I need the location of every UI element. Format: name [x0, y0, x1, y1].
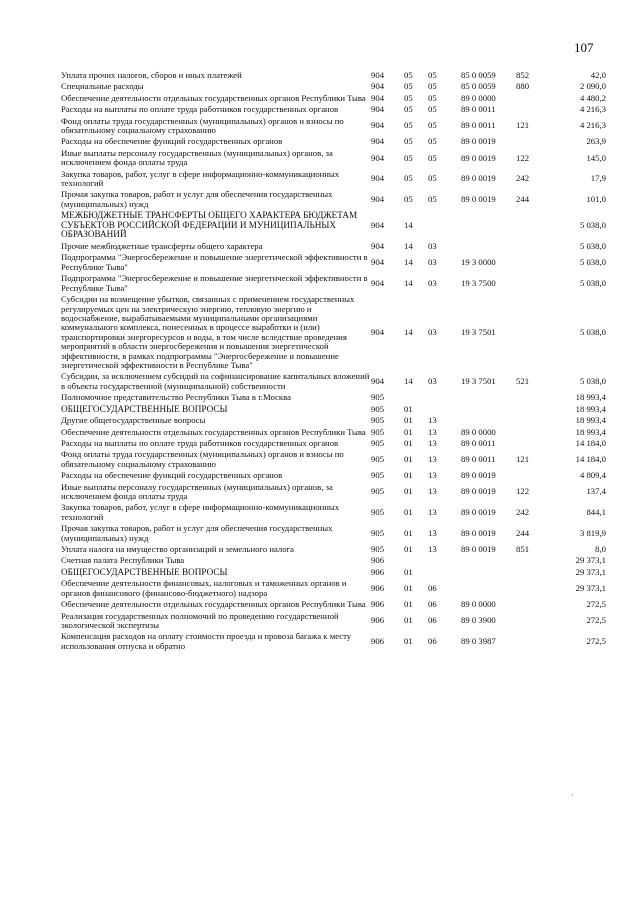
- table-row: [61, 273, 606, 294]
- table-row: [61, 136, 606, 147]
- row-subsection-code: 03: [428, 277, 437, 288]
- row-section-code: 14: [404, 257, 413, 268]
- budget-table: [61, 70, 606, 652]
- row-target-article: 85 0 0059: [461, 81, 496, 92]
- page-number: 107: [574, 40, 594, 55]
- row-name: Фонд оплаты труда государственных (муниципальных) органов и взносы по обязательному социальному страхованию: [61, 449, 344, 469]
- row-name: Иные выплаты персоналу государственных (муниципальных) органов, за исключением фонда оплаты труда: [61, 147, 333, 168]
- row-target-article: 89 0 0019: [461, 544, 496, 555]
- row-name: Прочие межбюджетные трансферты общего характера: [61, 241, 263, 252]
- row-grbs-code: 905: [371, 403, 385, 414]
- table-row: [61, 404, 606, 416]
- row-grbs-code: 905: [371, 486, 385, 497]
- row-name: Уплата налога на имущество организаций и земельного налога: [61, 544, 295, 555]
- row-name: Расходы на обеспечение функций государственных органов: [61, 136, 283, 147]
- table-row: [61, 427, 606, 438]
- row-grbs-code: 904: [371, 81, 385, 92]
- row-name: ОБЩЕГОСУДАРСТВЕННЫЕ ВОПРОСЫ: [61, 403, 228, 414]
- row-amount: 29 373,1: [575, 566, 606, 577]
- row-grbs-code: 904: [371, 70, 385, 80]
- table-row: [61, 210, 606, 241]
- row-expense-type: [516, 599, 544, 610]
- table-row: [61, 555, 606, 566]
- row-grbs-code: 905: [371, 454, 385, 465]
- row-section-code: 01: [404, 599, 413, 610]
- row-grbs-code: 906: [371, 555, 385, 566]
- row-amount: 18 993,4: [575, 392, 606, 403]
- row-target-article: 89 0 0019: [461, 486, 496, 497]
- table-row: [61, 93, 606, 104]
- row-name: Прочая закупка товаров, работ и услуг для обеспечения государственных (муниципальных) нужд: [61, 523, 333, 543]
- row-expense-type: [516, 631, 544, 652]
- margin-mark: ˙: [571, 793, 574, 803]
- table-row: [61, 148, 606, 169]
- row-amount: 14 184,0: [575, 454, 606, 465]
- row-section-code: 01: [404, 470, 413, 481]
- row-grbs-code: 904: [371, 257, 385, 268]
- table-row: [61, 449, 606, 470]
- table-row: [61, 523, 606, 544]
- row-subsection-code: 05: [428, 136, 437, 147]
- row-name: Расходы на выплаты по оплате труда работников государственных органов: [61, 437, 339, 448]
- row-target-article: [461, 404, 516, 416]
- row-grbs-code: 905: [371, 437, 385, 448]
- row-expense-type: 242: [516, 507, 530, 518]
- row-name: Фонд оплаты труда государственных (муниципальных) органов и взносы по обязательному социальному страхованию: [61, 115, 344, 136]
- row-section-code: 01: [404, 426, 413, 437]
- row-target-article: [461, 210, 516, 241]
- row-name: Субсидии, за исключением субсидий на софинансирование капитальных вложений в объекты государственной (муниципальной) собственности: [61, 371, 370, 391]
- row-subsection-code: [428, 210, 461, 241]
- row-expense-type: [516, 567, 544, 579]
- row-amount: 101,0: [586, 194, 606, 205]
- row-subsection-code: 03: [428, 257, 437, 268]
- row-section-code: 01: [404, 583, 413, 594]
- row-expense-type: 121: [516, 120, 530, 131]
- row-expense-type: [516, 252, 544, 273]
- row-subsection-code: 05: [428, 104, 437, 115]
- row-expense-type: [516, 273, 544, 294]
- row-expense-type: 121: [516, 454, 530, 465]
- row-section-code: 05: [404, 152, 413, 163]
- row-subsection-code: 13: [428, 486, 437, 497]
- row-amount: 5 038,0: [579, 241, 606, 252]
- row-amount: 272,5: [586, 636, 606, 647]
- row-name: Подпрограмма "Энергосбережение и повышение энергетической эффективности в Республике Тыва": [61, 252, 368, 272]
- row-amount: 263,9: [586, 136, 606, 147]
- row-expense-type: 244: [516, 527, 530, 538]
- row-section-code: 01: [404, 636, 413, 647]
- row-section-code: 14: [404, 376, 413, 387]
- row-subsection-code: 03: [428, 376, 437, 387]
- row-target-article: [461, 241, 516, 252]
- row-amount: 5 038,0: [579, 376, 606, 387]
- row-expense-type: [516, 136, 544, 147]
- row-amount: 5 038,0: [579, 257, 606, 268]
- row-expense-type: [516, 294, 544, 371]
- row-amount: 145,0: [586, 152, 606, 163]
- row-name: Закупка товаров, работ, услуг в сфере информационно-коммуникационных технологий: [61, 168, 340, 189]
- row-subsection-code: 03: [428, 241, 437, 252]
- row-section-code: 14: [404, 219, 413, 230]
- row-grbs-code: 904: [371, 219, 385, 230]
- row-name: Реализация государственных полномочий по проведению государственной экологической экспертизы: [61, 610, 339, 631]
- row-target-article: 89 0 0019: [461, 470, 496, 481]
- row-target-article: 89 0 0019: [461, 194, 496, 205]
- row-subsection-code: 13: [428, 454, 437, 465]
- row-subsection-code: 03: [428, 327, 437, 338]
- row-amount: 272,5: [586, 615, 606, 626]
- row-grbs-code: 905: [371, 544, 385, 555]
- row-subsection-code: 13: [428, 507, 437, 518]
- table-row: [61, 567, 606, 579]
- row-grbs-code: 905: [371, 470, 385, 481]
- row-grbs-code: 906: [371, 599, 385, 610]
- row-section-code: 14: [404, 277, 413, 288]
- table-row: [61, 631, 606, 652]
- row-amount: 18 993,4: [575, 403, 606, 414]
- row-expense-type: [516, 415, 544, 426]
- row-subsection-code: 06: [428, 583, 437, 594]
- row-section-code: 01: [404, 415, 413, 426]
- row-name: Подпрограмма "Энергосбережение и повышение энергетической эффективности в Республике Тыва": [61, 273, 368, 293]
- row-expense-type: 122: [516, 152, 530, 163]
- row-section-code: 01: [404, 437, 413, 448]
- table-row: [61, 116, 606, 137]
- table-row: [61, 294, 606, 371]
- table-row: [61, 189, 606, 210]
- row-target-article: 89 0 0019: [461, 507, 496, 518]
- table-row: [61, 415, 606, 426]
- row-expense-type: 521: [516, 376, 530, 387]
- row-name: Уплата прочих налогов, сборов и иных платежей: [61, 70, 242, 80]
- row-grbs-code: 904: [371, 152, 385, 163]
- row-target-article: 85 0 0059: [461, 70, 496, 80]
- row-name: Прочая закупка товаров, работ и услуг для обеспечения государственных (муниципальных) нужд: [61, 189, 333, 209]
- row-amount: 272,5: [586, 599, 606, 610]
- row-expense-type: [516, 104, 544, 115]
- row-grbs-code: 904: [371, 194, 385, 205]
- row-subsection-code: 13: [428, 527, 437, 538]
- row-section-code: 01: [404, 615, 413, 626]
- row-name: Расходы на обеспечение функций государственных органов: [61, 470, 283, 481]
- row-section-code: 05: [404, 120, 413, 131]
- row-expense-type: [516, 392, 544, 403]
- row-target-article: 89 0 3987: [461, 636, 496, 647]
- row-amount: 5 038,0: [579, 327, 606, 338]
- row-grbs-code: 905: [371, 415, 385, 426]
- row-section-code: 01: [404, 544, 413, 555]
- row-section-code: 05: [404, 81, 413, 92]
- row-name: Специальные расходы: [61, 81, 144, 92]
- row-amount: 4 809,4: [579, 470, 606, 481]
- row-target-article: 89 0 0019: [461, 173, 496, 184]
- table-row: [61, 599, 606, 610]
- row-amount: 17,9: [590, 173, 606, 184]
- row-amount: 4 480,2: [579, 92, 606, 103]
- row-grbs-code: 906: [371, 615, 385, 626]
- row-name: Расходы на выплаты по оплате труда работников государственных органов: [61, 104, 339, 115]
- row-target-article: 89 0 0000: [461, 426, 496, 437]
- table-row: [61, 438, 606, 449]
- row-target-article: 19 3 7501: [461, 327, 496, 338]
- row-expense-type: 851: [516, 544, 530, 555]
- row-target-article: 89 0 0019: [461, 136, 496, 147]
- row-grbs-code: 904: [371, 241, 385, 252]
- row-name: Обеспечение деятельности отдельных государственных органов Республики Тыва: [61, 599, 366, 610]
- row-subsection-code: 13: [428, 470, 437, 481]
- row-name: Закупка товаров, работ, услуг в сфере информационно-коммуникационных технологий: [61, 502, 340, 522]
- row-target-article: 89 0 0011: [461, 437, 496, 448]
- row-section-code: 01: [404, 507, 413, 518]
- row-name: МЕЖБЮДЖЕТНЫЕ ТРАНСФЕРТЫ ОБЩЕГО ХАРАКТЕРА БЮДЖЕТАМ СУБЪЕКТОВ РОССИЙСКОЙ ФЕДЕРАЦИИ И МУНИЦИПАЛЬНЫХ ОБРАЗОВАНИЙ: [61, 210, 358, 240]
- row-subsection-code: 05: [428, 194, 437, 205]
- row-expense-type: [516, 578, 544, 599]
- table-row: [61, 611, 606, 632]
- row-amount: 42,0: [590, 70, 606, 80]
- row-name: Другие общегосударственные вопросы: [61, 415, 206, 426]
- row-amount: 844,1: [586, 507, 606, 518]
- row-section-code: 01: [404, 566, 413, 577]
- row-section-code: 05: [404, 136, 413, 147]
- row-amount: 29 373,1: [575, 583, 606, 594]
- row-amount: 18 993,4: [575, 426, 606, 437]
- row-expense-type: [516, 427, 544, 438]
- row-amount: 18 993,4: [575, 415, 606, 426]
- row-name: Счетная палата Республики Тыва: [61, 555, 185, 566]
- row-subsection-code: 05: [428, 81, 437, 92]
- budget-rows: [61, 70, 606, 652]
- row-expense-type: 244: [516, 194, 530, 205]
- row-amount: 137,4: [586, 486, 606, 497]
- row-subsection-code: [428, 392, 461, 403]
- row-section-code: 01: [404, 486, 413, 497]
- row-amount: 5 038,0: [579, 277, 606, 288]
- row-amount: 4 216,3: [579, 120, 606, 131]
- row-amount: 8,0: [595, 544, 606, 555]
- table-row: [61, 371, 606, 392]
- table-row: [61, 241, 606, 252]
- row-target-article: 89 0 0011: [461, 120, 496, 131]
- row-name: Полномочное представительство Республики Тыва в г.Москва: [61, 392, 291, 403]
- row-expense-type: [516, 93, 544, 104]
- row-target-article: 89 0 0011: [461, 104, 496, 115]
- row-grbs-code: 904: [371, 92, 385, 103]
- row-target-article: 89 0 0000: [461, 599, 496, 610]
- table-row: [61, 169, 606, 190]
- row-expense-type: [516, 210, 544, 241]
- row-subsection-code: 13: [428, 426, 437, 437]
- row-expense-type: 852: [516, 70, 530, 80]
- row-subsection-code: [428, 555, 461, 566]
- row-subsection-code: [428, 567, 461, 579]
- row-target-article: 19 3 0000: [461, 257, 496, 268]
- row-expense-type: [516, 241, 544, 252]
- row-grbs-code: 905: [371, 507, 385, 518]
- row-grbs-code: 906: [371, 636, 385, 647]
- row-name: ОБЩЕГОСУДАРСТВЕННЫЕ ВОПРОСЫ: [61, 566, 228, 577]
- row-expense-type: [516, 470, 544, 481]
- row-section-code: 05: [404, 173, 413, 184]
- row-grbs-code: 904: [371, 277, 385, 288]
- table-row: [61, 502, 606, 523]
- table-row: [61, 392, 606, 403]
- row-subsection-code: 06: [428, 615, 437, 626]
- row-target-article: 89 0 0011: [461, 454, 496, 465]
- row-target-article: [461, 555, 516, 566]
- table-row: [61, 470, 606, 481]
- row-expense-type: [516, 404, 544, 416]
- row-target-article: [461, 392, 516, 403]
- row-target-article: 89 0 0019: [461, 152, 496, 163]
- row-name: Компенсация расходов на оплату стоимости проезда и провоза багажа к месту использования отпуска и обратно: [61, 631, 352, 651]
- row-grbs-code: 904: [371, 376, 385, 387]
- row-section-code: 01: [404, 403, 413, 414]
- row-section-code: 14: [404, 327, 413, 338]
- row-grbs-code: 905: [371, 392, 385, 403]
- row-grbs-code: 906: [371, 566, 385, 577]
- table-row: [61, 578, 606, 599]
- row-amount: 29 373,1: [575, 555, 606, 566]
- row-subsection-code: 05: [428, 92, 437, 103]
- row-section-code: 05: [404, 92, 413, 103]
- table-row: [61, 104, 606, 115]
- table-row: [61, 252, 606, 273]
- row-expense-type: [516, 555, 544, 566]
- row-section-code: 14: [404, 241, 413, 252]
- row-subsection-code: 13: [428, 544, 437, 555]
- row-expense-type: 242: [516, 173, 530, 184]
- row-name: Обеспечение деятельности отдельных государственных органов Республики Тыва: [61, 92, 366, 103]
- row-expense-type: [516, 438, 544, 449]
- row-subsection-code: 06: [428, 636, 437, 647]
- row-amount: 14 184,0: [575, 437, 606, 448]
- row-expense-type: 122: [516, 486, 530, 497]
- row-section-code: 05: [404, 194, 413, 205]
- row-target-article: 89 0 3900: [461, 615, 496, 626]
- row-target-article: 89 0 0000: [461, 92, 496, 103]
- row-amount: 4 216,3: [579, 104, 606, 115]
- row-subsection-code: 05: [428, 173, 437, 184]
- table-row: [61, 81, 606, 92]
- row-grbs-code: 904: [371, 327, 385, 338]
- row-grbs-code: 905: [371, 527, 385, 538]
- row-target-article: 19 3 7500: [461, 277, 496, 288]
- row-expense-type: [516, 611, 544, 632]
- row-section-code: [404, 392, 428, 403]
- table-row: [61, 482, 606, 503]
- row-name: Субсидии на возмещение убытков, связанных с применением государственных регулируемых цен на электрическую энергию, тепловую энергию и водоснабжение, вырабатываемыми муниципальными организациями коммунального комплекса, понесенных в процессе выработки и (или) транспортировки энергоресурсов и воды, в том числе вследствие проведения мероприятий в области энергосбережения и повышения энергетической эффективности, в рамках подпрограммы "Энергосбережение и повышение энергетической эффективности в Республике Тыва": [61, 294, 355, 370]
- row-subsection-code: 05: [428, 120, 437, 131]
- row-name: Иные выплаты персоналу государственных (муниципальных) органов, за исключением фонда оплаты труда: [61, 481, 333, 501]
- row-grbs-code: 904: [371, 173, 385, 184]
- row-amount: 3 819,9: [579, 527, 606, 538]
- row-subsection-code: 06: [428, 599, 437, 610]
- row-grbs-code: 904: [371, 136, 385, 147]
- row-target-article: [461, 578, 516, 599]
- row-section-code: 05: [404, 70, 413, 80]
- row-amount: 5 038,0: [579, 219, 606, 230]
- row-subsection-code: 13: [428, 415, 437, 426]
- row-target-article: [461, 415, 516, 426]
- row-grbs-code: 906: [371, 583, 385, 594]
- row-grbs-code: 904: [371, 120, 385, 131]
- row-section-code: 05: [404, 104, 413, 115]
- row-name: Обеспечение деятельности отдельных государственных органов Республики Тыва: [61, 426, 366, 437]
- row-target-article: 19 3 7501: [461, 376, 496, 387]
- table-row: [61, 70, 606, 81]
- row-amount: 2 090,0: [579, 81, 606, 92]
- row-subsection-code: [428, 404, 461, 416]
- table-row: [61, 544, 606, 555]
- row-grbs-code: 904: [371, 104, 385, 115]
- row-name: Обеспечение деятельности финансовых, налоговых и таможенных органов и органов финансового (финансово-бюджетного) надзора: [61, 578, 347, 598]
- row-subsection-code: 05: [428, 70, 437, 80]
- row-target-article: [461, 567, 516, 579]
- row-grbs-code: 905: [371, 426, 385, 437]
- row-section-code: 01: [404, 454, 413, 465]
- row-section-code: [404, 555, 428, 566]
- row-expense-type: 880: [516, 81, 530, 92]
- row-subsection-code: 13: [428, 437, 437, 448]
- row-subsection-code: 05: [428, 152, 437, 163]
- row-section-code: 01: [404, 527, 413, 538]
- row-target-article: 89 0 0019: [461, 527, 496, 538]
